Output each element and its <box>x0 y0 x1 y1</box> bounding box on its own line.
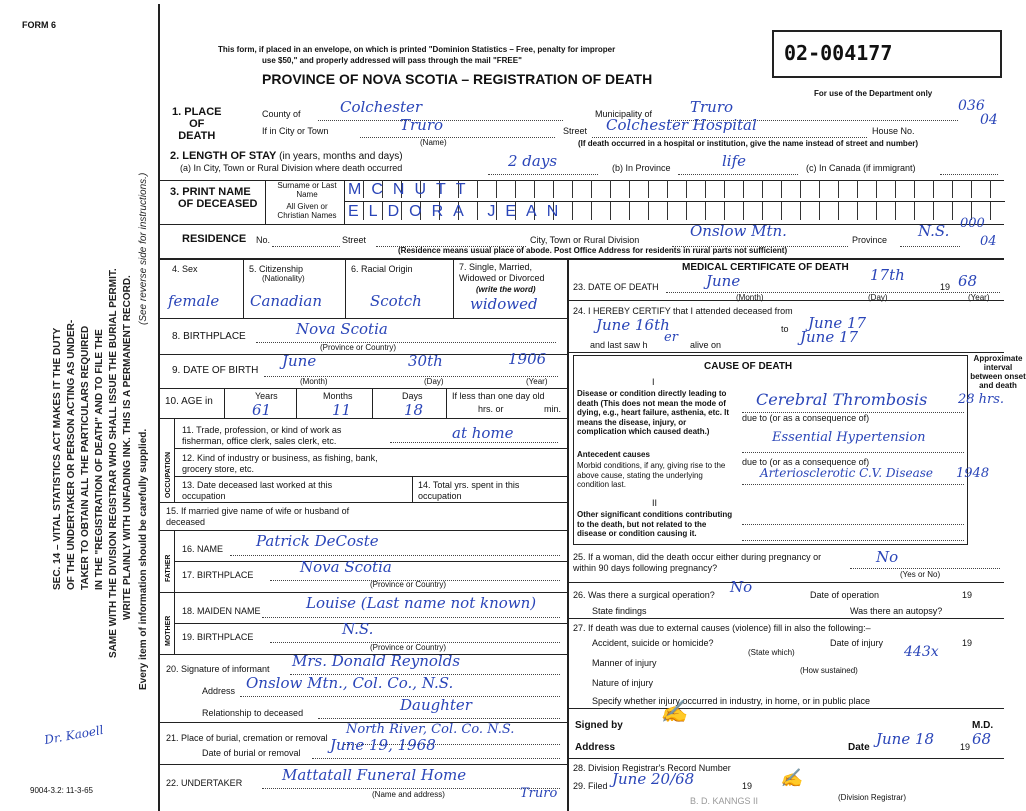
dept-code-1: 036 <box>958 98 985 114</box>
interval-header: Approximate interval between onset and death <box>970 354 1026 390</box>
age-years-value: 61 <box>252 401 272 419</box>
cause-3-value: Arteriosclerotic C.V. Disease <box>760 466 933 480</box>
registration-number: 02-004177 <box>784 41 893 65</box>
interval-3-value: 1948 <box>956 466 990 481</box>
death-year-caption: (Year) <box>968 293 990 302</box>
given-names-value: ELDORA JEAN <box>348 203 569 220</box>
residence-province-value: N.S. <box>918 222 950 240</box>
age-years-label: Years <box>255 391 278 401</box>
injury-year-prefix: 19 <box>962 638 973 648</box>
medical-certificate-title: MEDICAL CERTIFICATE OF DEATH <box>682 262 849 273</box>
dob-year-caption: (Year) <box>526 377 548 386</box>
form-left-border <box>158 4 160 811</box>
hrs-label: hrs. or <box>478 404 504 414</box>
alive-on-label: alive on <box>690 340 722 350</box>
city-label: If in City or Town <box>262 126 329 136</box>
address-label: Address <box>575 742 616 753</box>
cause-of-death-title: CAUSE OF DEATH <box>704 361 793 372</box>
page-title: PROVINCE OF NOVA SCOTIA – REGISTRATION OF DEATH <box>262 71 653 87</box>
father-birthplace-value: Nova Scotia <box>300 558 392 576</box>
death-year-prefix: 19 <box>940 282 951 292</box>
relationship-label: Relationship to deceased <box>202 708 304 718</box>
certify-label: 24. I HEREBY CERTIFY that I attended deceased from <box>573 306 793 316</box>
occupation-11-label: 11. Trade, profession, or kind of work as fisherman, office clerk, sales clerk, etc. <box>182 425 342 446</box>
cause-2-value: Essential Hypertension <box>772 430 926 445</box>
death-month-value: June <box>706 272 741 290</box>
undertaker-town-value: Truro <box>520 786 558 801</box>
morbid-label: Morbid conditions, if any, giving rise to the above cause, stating the underlying condition last. <box>577 461 726 489</box>
signed-year-value: 68 <box>972 730 992 748</box>
occupation-12-label: 12. Kind of industry or business, as fishing, bank, grocery store, etc. <box>182 453 378 474</box>
last-saw-value: er <box>664 330 678 345</box>
surgery-value: No <box>730 578 753 596</box>
yes-no-caption: (Yes or No) <box>900 570 941 579</box>
age-months-label: Months <box>323 391 353 401</box>
pregnancy-value: No <box>876 548 899 566</box>
header-notice: This form, if placed in an envelope, on which is printed "Dominion Statistics – Free, penalty for improper <box>218 45 616 54</box>
county-value: Colchester <box>340 98 423 116</box>
operation-date-label: Date of operation <box>810 590 880 600</box>
father-side-label: FATHER <box>165 554 172 582</box>
age-days-label: Days <box>402 391 423 401</box>
dob-day-caption: (Day) <box>424 377 444 386</box>
burial-date-label: Date of burial or removal <box>202 748 301 758</box>
surgery-question: 26. Was there a surgical operation? <box>573 590 715 600</box>
dob-month-value: June <box>282 352 317 370</box>
sidebar-signature: Dr. Kaoell <box>43 722 105 748</box>
citizenship-label: 5. Citizenship <box>249 264 304 274</box>
division-registrar-caption: (Division Registrar) <box>838 793 907 802</box>
age-days-value: 18 <box>404 401 424 419</box>
informant-address-value: Onslow Mtn., Col. Co., N.S. <box>246 674 454 692</box>
part-two-label: II <box>652 498 658 508</box>
institution-note: (If death occurred in a hospital or institution, give the name instead of street and number) <box>578 139 919 148</box>
street-value: Colchester Hospital <box>606 116 757 134</box>
record-number-label: 28. Division Registrar's Record Number <box>573 763 731 773</box>
residence-no-label: No. <box>256 235 271 245</box>
accident-label: Accident, suicide or homicide? <box>592 638 714 648</box>
father-birthplace-label: 17. BIRTHPLACE <box>182 570 254 580</box>
signed-by-label: Signed by <box>575 720 623 731</box>
given-names-label: All Given or Christian Names <box>277 202 337 220</box>
occupation-side-label: OCCUPATION <box>165 451 172 498</box>
attended-from-value: June 16th <box>596 316 670 334</box>
informant-value: Mrs. Donald Reynolds <box>292 652 461 670</box>
informant-address-label: Address <box>202 686 236 696</box>
disease-label: Disease or condition directly leading to death (This does not mean the mode of dying, e.g., heart failure, asthenia, etc. It means the disease, injury, or complication which caused death.) <box>577 389 730 436</box>
racial-origin-value: Scotch <box>370 292 422 310</box>
burial-place-value: North River, Col. Co. N.S. <box>346 722 515 737</box>
antecedent-label: Antecedent causes <box>577 450 650 459</box>
mother-birthplace-caption: (Province or Country) <box>370 643 447 652</box>
date-signed-label: Date <box>848 742 870 753</box>
manner-label: Manner of injury <box>592 658 657 668</box>
house-label: House No. <box>872 126 915 136</box>
pregnancy-question: 25. If a woman, did the death occur either during pregnancy or within 90 days following pregnancy? <box>573 552 822 573</box>
registration-number-box <box>772 30 1002 78</box>
cause-1-value: Cerebral Thrombosis <box>756 390 928 409</box>
birthplace-label: 8. BIRTHPLACE <box>172 331 246 342</box>
dob-year-value: 1906 <box>508 350 547 368</box>
undertaker-label: 22. UNDERTAKER <box>166 778 243 788</box>
citizenship-value: Canadian <box>250 292 323 310</box>
county-label: County of <box>262 109 301 119</box>
occupation-13-label: 13. Date deceased last worked at this occupation <box>182 480 333 501</box>
residence-street-label: Street <box>342 235 367 245</box>
last-saw-label: and last saw h <box>590 340 648 350</box>
physician-signature: ✍ <box>660 700 688 725</box>
part-one-label: I <box>652 377 655 387</box>
undertaker-caption: (Name and address) <box>372 790 445 799</box>
death-day-value: 17th <box>870 266 905 284</box>
stay-c-label: (c) In Canada (if immigrant) <box>806 163 916 173</box>
residence-label: RESIDENCE <box>182 233 247 245</box>
dob-label: 9. DATE OF BIRTH <box>172 365 259 376</box>
sex-label: 4. Sex <box>172 264 198 274</box>
filed-value: June 20/68 <box>612 770 695 788</box>
form-number: FORM 6 <box>22 20 57 30</box>
min-label: min. <box>544 404 562 414</box>
age-months-value: 11 <box>332 401 352 419</box>
nationality-caption: (Nationality) <box>262 274 305 283</box>
undertaker-value: Mattatall Funeral Home <box>282 766 467 784</box>
due-to-2-label: due to (or as a consequence of) <box>742 457 870 467</box>
residence-note: (Residence means usual place of abode. Post Office Address for residents in rural parts not sufficient) <box>398 246 788 255</box>
stay-a-label: (a) In City, Town or Rural Division where death occurred <box>180 163 403 173</box>
municipality-value: Truro <box>690 98 734 116</box>
residence-city-label: City, Town or Rural Division <box>530 235 640 245</box>
due-to-1-label: due to (or as a consequence of) <box>742 413 870 423</box>
mother-birthplace-label: 19. BIRTHPLACE <box>182 632 254 642</box>
other-conditions-label: Other significant conditions contributing to the death, but not related to the disease or condition causing it. <box>577 510 733 538</box>
father-name-label: 16. NAME <box>182 544 224 554</box>
mother-birthplace-value: N.S. <box>342 620 374 638</box>
form-code: 9004-3.2: 11-3-65 <box>30 786 94 795</box>
birthplace-caption: (Province or Country) <box>320 343 397 352</box>
marital-status-value: widowed <box>470 295 538 313</box>
date-signed-value: June 18 <box>876 730 935 748</box>
registrar-signature: ✍ <box>780 768 803 789</box>
death-day-caption: (Day) <box>868 293 888 302</box>
alive-on-value: June 17 <box>800 328 859 346</box>
attended-to-label: to <box>781 324 789 334</box>
name-caption: (Name) <box>420 138 447 147</box>
autopsy-label: Was there an autopsy? <box>850 606 943 616</box>
write-word-caption: (write the word) <box>476 285 536 294</box>
stamp-text: B. D. KANNGS II <box>690 796 759 806</box>
street-label: Street <box>563 126 588 136</box>
burial-place-label: 21. Place of burial, cremation or removal <box>166 733 328 743</box>
stay-b-value: life <box>722 152 747 170</box>
city-value: Truro <box>400 116 444 134</box>
dept-use-label: For use of the Department only <box>814 89 933 98</box>
stay-b-label: (b) In Province <box>612 163 671 173</box>
specify-label: Specify whether injury occurred in industry, in home, or in public place <box>592 696 870 706</box>
md-label: M.D. <box>972 720 994 731</box>
state-which-caption: (State which) <box>748 648 795 657</box>
surname-label: Surname or Last Name <box>277 181 337 199</box>
death-year-value: 68 <box>958 272 978 290</box>
filed-label: 29. Filed <box>573 781 608 791</box>
stay-a-value: 2 days <box>508 152 558 170</box>
residence-code-1: 000 <box>960 216 985 231</box>
death-month-caption: (Month) <box>736 293 764 302</box>
residence-province-label: Province <box>852 235 888 245</box>
dept-code-2: 04 <box>980 112 998 128</box>
birthplace-value: Nova Scotia <box>296 320 388 338</box>
mother-side-label: MOTHER <box>165 615 172 646</box>
place-of-death-label: 1. PLACE OF DEATH <box>172 106 222 142</box>
occupation-14-label: 14. Total yrs. spent in this occupation <box>418 480 520 501</box>
operation-year-prefix: 19 <box>962 590 973 600</box>
nature-label: Nature of injury <box>592 678 654 688</box>
injury-date-label: Date of injury <box>830 638 884 648</box>
external-causes-label: 27. If death was due to external causes (violence) fill in also the following:– <box>573 623 871 633</box>
less-day-label: If less than one day old <box>452 391 545 401</box>
surname-value: MCNUTT <box>348 181 476 198</box>
relationship-value: Daughter <box>400 696 472 714</box>
father-name-value: Patrick DeCoste <box>256 532 379 550</box>
municipality-label: Municipality of <box>595 109 653 119</box>
occupation-value: at home <box>452 424 514 442</box>
filed-year-prefix: 19 <box>742 781 753 791</box>
mother-maiden-label: 18. MAIDEN NAME <box>182 606 261 616</box>
racial-origin-label: 6. Racial Origin <box>351 264 413 274</box>
marital-status-label: 7. Single, Married, Widowed or Divorced <box>459 262 545 283</box>
attended-to-value: June 17 <box>808 314 867 332</box>
spouse-label: 15. If married give name of wife or husband of deceased <box>166 506 350 527</box>
how-sustained-caption: (How sustained) <box>800 666 858 675</box>
burial-date-value: June 19, 1968 <box>330 736 436 754</box>
date-of-death-label: 23. DATE OF DEATH <box>573 282 659 292</box>
age-label: 10. AGE in <box>165 396 213 407</box>
length-of-stay-label: 2. LENGTH OF STAY (in years, months and days) <box>170 150 403 162</box>
sex-value: female <box>168 292 220 310</box>
dob-day-value: 30th <box>408 352 443 370</box>
mother-maiden-value: Louise (Last name not known) <box>306 594 537 612</box>
residence-city-value: Onslow Mtn. <box>690 222 787 240</box>
code-27-value: 443x <box>904 644 939 660</box>
father-birthplace-caption: (Province or Country) <box>370 580 447 589</box>
signed-year-prefix: 19 <box>960 742 971 752</box>
informant-label: 20. Signature of informant <box>166 664 270 674</box>
interval-1-value: 28 hrs. <box>958 392 1005 407</box>
residence-code-2: 04 <box>980 234 997 249</box>
dob-month-caption: (Month) <box>300 377 328 386</box>
print-name-label: 3. PRINT NAME OF DECEASED <box>170 186 258 210</box>
findings-label: State findings <box>592 606 647 616</box>
header-notice-2: use $50," and properly addressed will pass through the mail "FREE" <box>262 56 522 65</box>
